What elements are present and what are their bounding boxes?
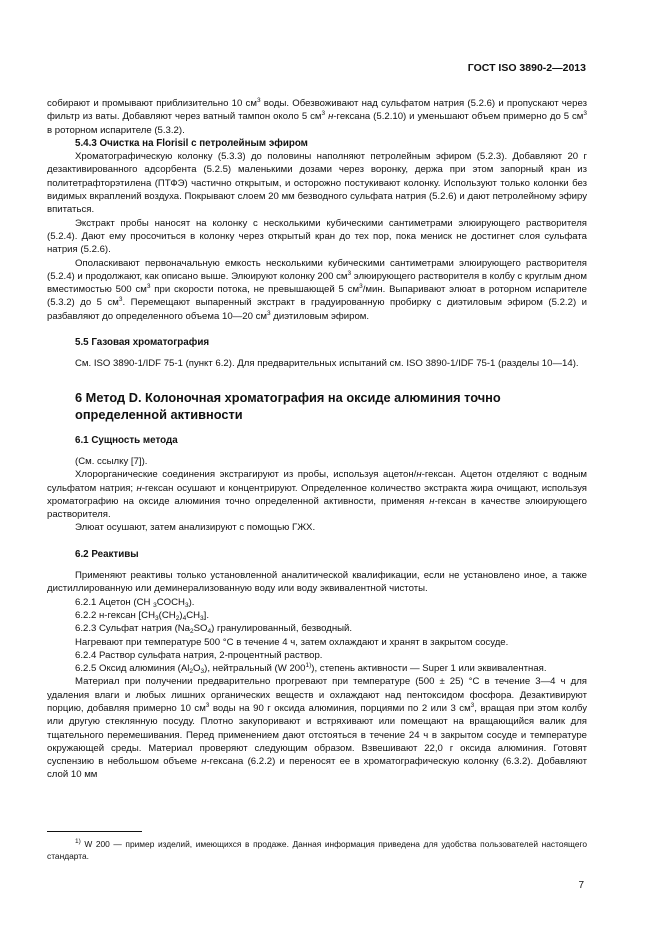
paragraph: Хлорорганические соединения экстрагируют из пробы, используя ацетон/н-гексан. Ацетон отделяют с водным сульфатом натрия; н-гексан осушают и концентрируют. Определенное количество экстракта жира очищают, используя хроматографию на оксиде алюминия точно определенной активности, применяя н-гексан в качестве элюирующего растворителя.: [47, 469, 587, 521]
reagent-item-6-2-2: 6.2.2 н-гексан $[CH_3(CH_2)_4CH_3]$.: [75, 609, 210, 622]
footnote: [47, 838, 587, 862]
section-heading-6-1: 6.1 Сущность метода: [75, 434, 178, 446]
paragraph: Хроматографическую колонку (5.3.3) до половины наполняют петролейным эфиром (5.2.3). Добавляют 20 г дезактивированного адсорбента (5.2.5) маленькими дозами через воронку, держа при этом запорный кран из политетрафторэтилена (ПТФЭ) частично открытым, и осторожно постукивают колонку. Используют только колонки без видимых вкраплений воздуха. Покрывают слоем 20 мм безводного сульфата натрия (5.2.6) и дают петролейному эфиру впитаться.: [47, 151, 587, 216]
footnote-divider: [47, 831, 142, 832]
footnote-reference[interactable]: 1): [305, 662, 312, 670]
section-heading-6-2: 6.2 Реактивы: [75, 548, 139, 560]
reagent-item-6-2-4: 6.2.4 Раствор сульфата натрия, 2-процентный раствор.: [75, 649, 323, 661]
reagent-note: Нагревают при температуре 500 °С в течение 4 ч, затем охлаждают и хранят в закрытом сосуде.: [75, 636, 509, 648]
section-heading-5-4-3: 5.4.3 Очистка на Florisil с петролейным эфиром: [75, 137, 308, 149]
page-body: [47, 97, 587, 782]
document-standard-code: ГОСТ ISO 3890-2—2013: [467, 62, 586, 74]
paragraph: (См. ссылку [7]).: [75, 455, 148, 467]
page-number: 7: [578, 880, 584, 891]
section-heading-6: 6 Метод D. Колоночная хроматография на оксиде алюминия точно определенной активности: [75, 389, 501, 422]
footnote-marker: 1): [75, 838, 81, 845]
paragraph: См. ISO 3890-1/IDF 75-1 (пункт 6.2). Для предварительных испытаний см. ISO 3890-1/IDF 75-1 (разделы 10—14).: [75, 358, 579, 370]
reagent-item-6-2-5: 6.2.5 Оксид алюминия $(Al_2O_3)$, нейтральный (W 200$^{1)}$), степень активности — Super 1 или эквивалентная.: [75, 662, 547, 676]
paragraph: Ополаскивают первоначальную емкость несколькими кубическими сантиметрами элюирующего растворителя (5.2.4) и продолжают, как описано выше. Элюируют колонку 200 $см^3$ элюирующего растворителя в колбу с круглым дном вместимостью 500 $см^3$ при скорости потока, не превышающей 5 $см^3$/мин. Выпаривают элюат в роторном испарителе (5.3.2) до 5 $см^3$. Перемещают выпаренный экстракт в градуированную пробирку с диэтиловым эфиром (5.2.2) и разбавляют до определенного объема 10—20 $см^3$ диэтиловым эфиром.: [47, 257, 587, 322]
reagent-item-6-2-1: 6.2.1 Ацетон (CH $_3COCH_3$).: [75, 596, 195, 609]
reagent-item-6-2-3: 6.2.3 Сульфат натрия $(Na_2SO_4)$ гранулированный, безводный.: [75, 623, 353, 636]
section-heading-5-5: 5.5 Газовая хроматография: [75, 337, 210, 349]
paragraph: Элюат осушают, затем анализируют с помощью ГЖХ.: [75, 522, 316, 534]
continued-paragraph: собирают и промывают приблизительно 10 $см^3$ воды. Обезвоживают над сульфатом натрия (5.2.6) и пропускают через фильтр из ваты. Добавляют через ватный тампон около 5 $см^3$ н-гексана (5.2.10) и уменьшают объем примерно до 5 $см^3$ в роторном испарителе (5.3.2).: [47, 97, 587, 136]
footnote-text: W 200 — пример изделий, имеющихся в продаже. Данная информация приведена для удобства пользователей настоящего стандарта.: [47, 839, 587, 861]
paragraph: Применяют реактивы только установленной аналитической квалификации, если не установлено иное, а также дистиллированную или деминерализованную воду или воду эквивалентной чистоты.: [47, 570, 587, 595]
paragraph: Экстракт пробы наносят на колонку с несколькими кубическими сантиметрами элюирующего растворителя (5.2.4). Дают ему просочиться в колонку через открытый кран до тех пор, пока мениск не достигнет слоя сульфата натрия (5.2.6).: [47, 217, 587, 256]
paragraph: Материал при получении предварительно прогревают при температуре (500 ± 25) °С в течение 3—4 ч для удаления влаги и любых лишних органических веществ и охлаждают над пентоксидом фосфора. Дезактивируют порцию, добавляя примерно 10 $см^3$ воды на 90 г оксида алюминия, порциями по 2 или 3 $см^3$, вращая при этом колбу или другую стеклянную посуду. Плотно закупоривают и встряхивают или помещают на вращающийся валик для тщательного перемешивания. Перед применением дают отстояться в течение 24 ч в закрытом сосуде и температуре окружающей среды. Материал проверяют следующим образом. Взвешивают 22,0 г оксида алюминия. Готовят суспензию в небольшом объеме н-гексана (6.2.2) и переносят ее в хроматографическую колонку (6.3.2). Добавляют слой 10 мм: [47, 676, 587, 781]
